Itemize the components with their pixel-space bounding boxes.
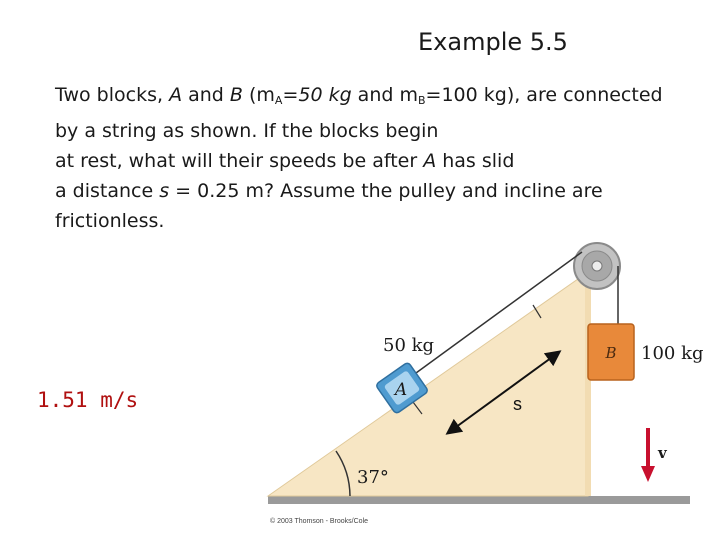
block-b-label: B [605, 344, 617, 362]
ground [268, 496, 690, 504]
incline-wedge [268, 272, 588, 496]
block-b-ref: B [229, 84, 243, 106]
angle-label: 37° [357, 467, 389, 488]
copyright: © 2003 Thomson - Brooks/Cole [270, 518, 369, 525]
distance-symbol: s [159, 180, 170, 202]
text: and m [351, 84, 418, 106]
mass-b-label: 100 kg [641, 343, 704, 364]
distance-label: s [513, 394, 522, 414]
subscript-a: A [274, 94, 283, 107]
text: (m [242, 84, 275, 106]
mass-a-label: 50 kg [383, 335, 435, 356]
incline-face [585, 272, 591, 496]
text: = [282, 84, 299, 106]
pulley-axle [592, 261, 602, 271]
text: and [182, 84, 230, 106]
block-a-ref: A [169, 84, 183, 106]
text: Two blocks, [55, 84, 170, 106]
velocity-arrow-head [641, 466, 655, 482]
block-a-label: A [394, 380, 408, 400]
mass-a-value: 50 kg [298, 84, 352, 106]
text: at rest, what will their speeds be after [55, 150, 424, 172]
problem-line-2: by a string as shown. If the blocks begin [55, 120, 439, 142]
velocity-label: v [658, 444, 667, 462]
problem-line-5: frictionless. [55, 210, 165, 232]
text: has slid [436, 150, 515, 172]
text: =100 kg), are connected [425, 84, 663, 106]
slide-title: Example 5.5 [418, 28, 568, 56]
answer: 1.51 m/s [37, 388, 139, 412]
text: a distance [55, 180, 160, 202]
block-a-ref: A [423, 150, 437, 172]
text: = 0.25 m? Assume the pulley and incline are [169, 180, 603, 202]
subscript-b: B [417, 94, 426, 107]
